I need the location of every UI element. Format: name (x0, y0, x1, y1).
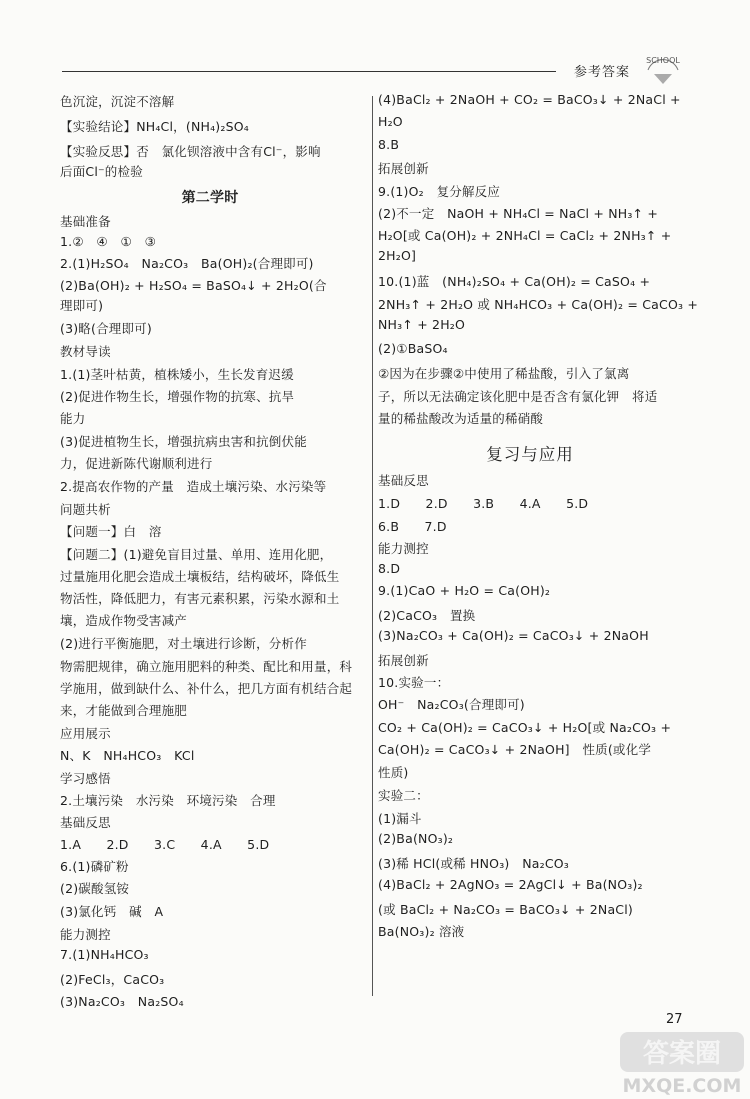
right-line: (2)CaCO₃ 置换 (378, 608, 476, 623)
left-line: (2)进行平衡施肥，对土壤进行诊断，分析作 (60, 636, 307, 651)
right-line: 基础反思 (378, 473, 429, 488)
right-line: 9.(1)CaO + H₂O = Ca(OH)₂ (378, 583, 551, 598)
left-line: 教材导读 (60, 344, 111, 359)
right-line: Ba(NO₃)₂ 溶液 (378, 924, 465, 939)
left-line: (3)氯化钙 碱 A (60, 904, 164, 919)
right-line: 1.D 2.D 3.B 4.A 5.D (378, 496, 589, 511)
left-line: 物活性，降低肥力，有害元素积累，污染水源和土 (60, 591, 340, 606)
right-line: 拓展创新 (378, 653, 429, 668)
right-line: CO₂ + Ca(OH)₂ = CaCO₃↓ + H₂O[或 Na₂CO₃ + (378, 720, 672, 735)
right-line: 拓展创新 (378, 161, 429, 176)
header-rule (62, 71, 556, 72)
right-line: (或 BaCl₂ + Na₂CO₃ = BaCO₃↓ + 2NaCl) (378, 902, 633, 917)
right-line: 2NH₃↑ + 2H₂O 或 NH₄HCO₃ + Ca(OH)₂ = CaCO₃ + (378, 297, 699, 312)
right-line: 6.B 7.D (378, 519, 447, 534)
left-line: (3)Na₂CO₃ Na₂SO₄ (60, 994, 184, 1009)
left-line: 1.② ④ ① ③ (60, 234, 157, 249)
watermark-logo (618, 1030, 746, 1096)
left-line: 7.(1)NH₄HCO₃ (60, 947, 149, 962)
left-line: 能力测控 (60, 927, 111, 942)
right-line: 10.(1)蓝 (NH₄)₂SO₄ + Ca(OH)₂ = CaSO₄ + (378, 274, 651, 289)
left-line: (3)略(合理即可) (60, 321, 152, 336)
right-line: 能力测控 (378, 541, 429, 556)
right-line: (2)不一定 NaOH + NH₄Cl = NaCl + NH₃↑ + (378, 206, 659, 221)
left-line: 色沉淀，沉淀不溶解 (60, 94, 175, 109)
left-line: (2)FeCl₃，CaCO₃ (60, 972, 165, 987)
left-line: 第二学时 (181, 190, 239, 206)
left-line: 6.(1)磷矿粉 (60, 859, 129, 874)
left-line: 【实验结论】NH₄Cl，(NH₄)₂SO₄ (60, 119, 249, 134)
left-line: 能力 (60, 411, 86, 426)
right-line: H₂O[或 Ca(OH)₂ + 2NH₄Cl = CaCl₂ + 2NH₃↑ + (378, 228, 672, 243)
right-line: 子，所以无法确定该化肥中是否含有氯化钾 将适 (378, 389, 658, 404)
left-line: 1.A 2.D 3.C 4.A 5.D (60, 837, 270, 852)
left-line: 2.土壤污染 水污染 环境污染 合理 (60, 793, 276, 808)
right-line: ②因为在步骤②中使用了稀盐酸，引入了氯离 (378, 366, 630, 381)
left-line: 2.(1)H₂SO₄ Na₂CO₃ Ba(OH)₂(合理即可) (60, 256, 314, 271)
left-line: 问题共析 (60, 502, 111, 517)
right-line: 2H₂O] (378, 248, 417, 263)
left-line: 学施用，做到缺什么、补什么，把几方面有机结合起 (60, 681, 353, 696)
left-line: (3)促进植物生长，增强抗病虫害和抗倒伏能 (60, 434, 307, 449)
right-line: 10.实验一： (378, 675, 450, 690)
right-line: 9.(1)O₂ 复分解反应 (378, 184, 501, 199)
left-line: 【问题二】(1)避免盲目过量、单用、连用化肥， (60, 547, 333, 562)
right-line: H₂O (378, 114, 403, 129)
left-line: 来，才能做到合理施肥 (60, 703, 188, 718)
right-line: OH⁻ Na₂CO₃(合理即可) (378, 697, 525, 712)
left-line: 基础准备 (60, 214, 111, 229)
left-line: 物需肥规律，确立施用肥料的种类、配比和用量，科 (60, 659, 353, 674)
right-line: 量的稀盐酸改为适量的稀硝酸 (378, 411, 544, 426)
left-line: 2.提高农作物的产量 造成土壤污染、水污染等 (60, 479, 327, 494)
left-line: 1.(1)茎叶枯黄，植株矮小，生长发育迟缓 (60, 367, 294, 382)
right-line: 性质) (378, 765, 409, 780)
left-line: 【问题一】白 溶 (60, 524, 162, 539)
right-line: NH₃↑ + 2H₂O (378, 317, 466, 332)
right-line: (4)BaCl₂ + 2AgNO₃ = 2AgCl↓ + Ba(NO₃)₂ (378, 877, 643, 892)
left-line: 力，促进新陈代谢顺利进行 (60, 456, 213, 471)
left-line: 学习感悟 (60, 771, 111, 786)
right-line: 8.D (378, 561, 401, 576)
left-line: (2)Ba(OH)₂ + H₂SO₄ = BaSO₄↓ + 2H₂O(合 (60, 278, 327, 293)
watermark-line1: 答案圈 (642, 1039, 722, 1069)
left-line: (2)碳酸氢铵 (60, 881, 130, 896)
left-line: (2)促进作物生长，增强作物的抗寒、抗旱 (60, 389, 295, 404)
right-line: (2)①BaSO₄ (378, 341, 448, 356)
right-line: (2)Ba(NO₃)₂ (378, 831, 454, 846)
right-line: (1)漏斗 (378, 811, 422, 826)
right-line: 实验二： (378, 788, 429, 803)
school-logo-icon (640, 44, 686, 90)
left-line: 后面Cl⁻的检验 (60, 164, 143, 179)
page-number: 27 (666, 1012, 683, 1027)
left-line: 应用展示 (60, 726, 111, 741)
left-line: 壤，造成作物受害减产 (60, 613, 188, 628)
right-line: 复习与应用 (486, 445, 574, 464)
header-title: 参考答案 (574, 65, 631, 80)
right-line: Ca(OH)₂ = CaCO₃↓ + 2NaOH] 性质(或化学 (378, 742, 652, 757)
right-line: (3)Na₂CO₃ + Ca(OH)₂ = CaCO₃↓ + 2NaOH (378, 628, 649, 643)
left-line: 过量施用化肥会造成土壤板结，结构破坏，降低生 (60, 569, 340, 584)
right-line: (4)BaCl₂ + 2NaOH + CO₂ = BaCO₃↓ + 2NaCl + (378, 92, 681, 107)
left-line: N、K NH₄HCO₃ KCl (60, 748, 195, 763)
column-divider (372, 96, 373, 996)
left-line: 基础反思 (60, 815, 111, 830)
watermark-line2: MXQE.COM (622, 1075, 742, 1096)
left-line: 理即可) (60, 298, 104, 313)
right-line: 8.B (378, 137, 400, 152)
right-line: (3)稀 HCl(或稀 HNO₃) Na₂CO₃ (378, 856, 570, 871)
left-line: 【实验反思】否 氯化钡溶液中含有Cl⁻，影响 (60, 144, 321, 159)
logo-text: SCHOOL (646, 56, 680, 65)
